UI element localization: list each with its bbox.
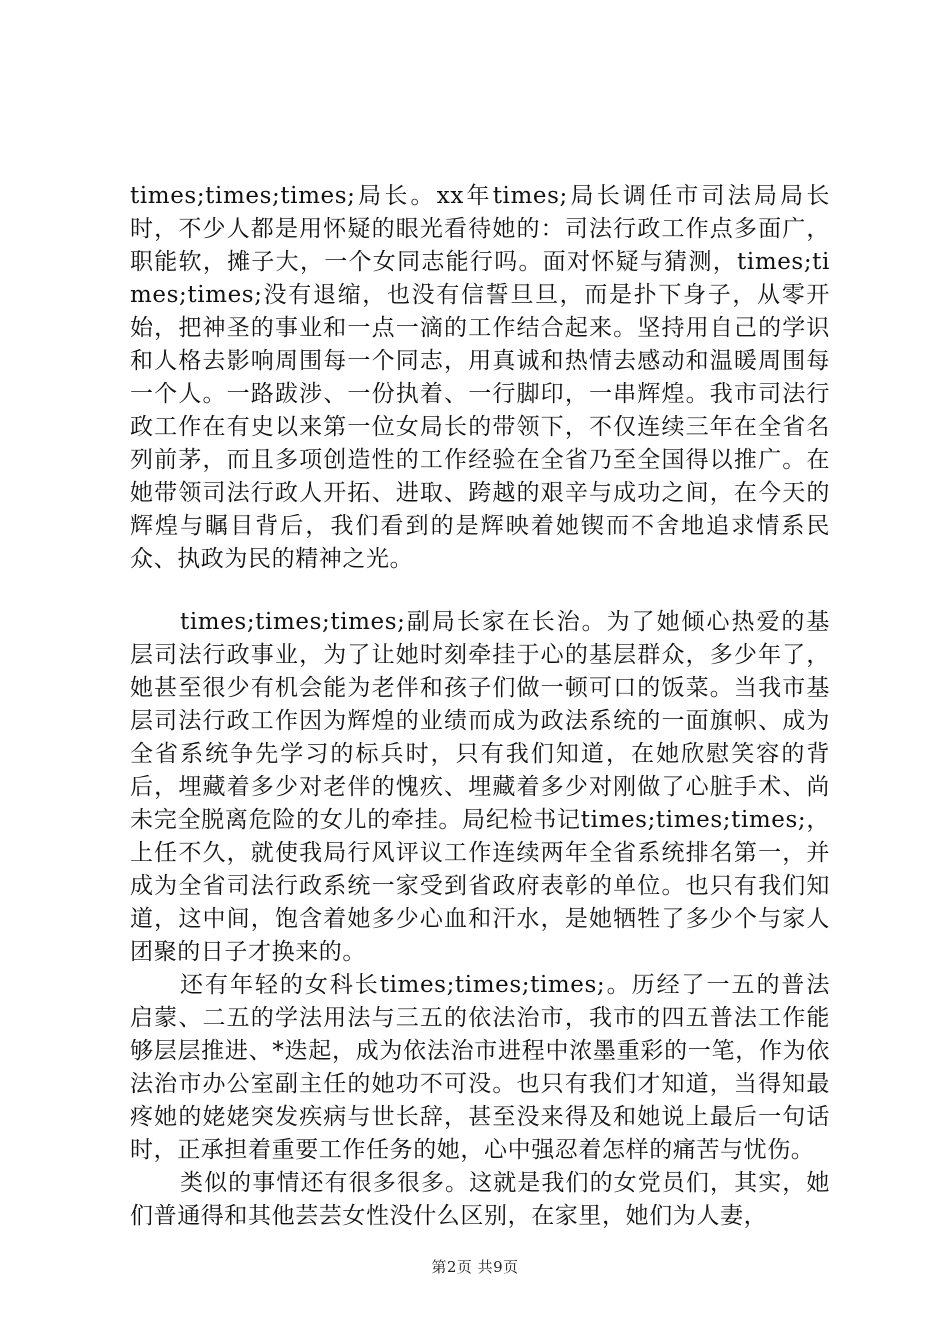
document-body [130,180,830,1233]
paragraph-3: 还有年轻的女科长times;times;times;。历经了一五的普法启蒙、二五的学法用法与三五的依法治市，我市的四五普法工作能够层层推进、*迭起，成为依法治市进程中浓墨重彩的一笔，作为依法治市办公室副主任的她功不可没。也只有我们才知道，当得知最疼她的姥姥突发疾病与世长辞，甚至没来得及和她说上最后一句话时，正承担着重要工作任务的她，心中强忍着怎样的痛苦与忧伤。 [130,972,830,1163]
paragraph-4: 类似的事情还有很多很多。这就是我们的女党员们，其实，她们普通得和其他芸芸女性没什么区别，在家里，她们为人妻， [130,1170,830,1229]
paragraph-2: times;times;times;副局长家在长治。为了她倾心热爱的基层司法行政事业，为了让她时刻牵挂于心的基层群众，多少年了，她甚至很少有机会能为老伴和孩子们做一顿可口的饭菜。当我市基层司法行政工作因为辉煌的业绩而成为政法系统的一面旗帜、成为全省系统争先学习的标兵时，只有我们知道，在她欣慰笑容的背后，埋藏着多少对老伴的愧疚、埋藏着多少对刚做了心脏手术、尚未完全脱离危险的女儿的牵挂。局纪检书记times;times;times;，上任不久，就使我局行风评议工作连续两年全省系统排名第一，并成为全省司法行政系统一家受到省政府表彰的单位。也只有我们知道，这中间，饱含着她多少心血和汗水，是她牺牲了多少个与家人团聚的日子才换来的。 [130,609,830,965]
paragraph-gap [130,576,830,606]
page-number-footer: 第2页 共9页 [431,1258,519,1276]
paragraph-1: times;times;times;局长。xx年times;局长调任市司法局局长时，不少人都是用怀疑的眼光看待她的：司法行政工作点多面广，职能软，摊子大，一个女同志能行吗。面对怀疑与猜测，times;times;times;没有退缩，也没有信誓旦旦，而是扑下身子，从零开始，把神圣的事业和一点一滴的工作结合起来。坚持用自己的学识和人格去影响周围每一个同志，用真诚和热情去感动和温暖周围每一个人。一路跋涉、一份执着、一行脚印，一串辉煌。我市司法行政工作在有史以来第一位女局长的带领下，不仅连续三年在全省名列前茅，而且多项创造性的工作经验在全省乃至全国得以推广。在她带领司法行政人开拓、进取、跨越的艰辛与成功之间，在今天的辉煌与瞩目背后，我们看到的是辉映着她锲而不舍地追求情系民众、执政为民的精神之光。 [130,183,830,572]
